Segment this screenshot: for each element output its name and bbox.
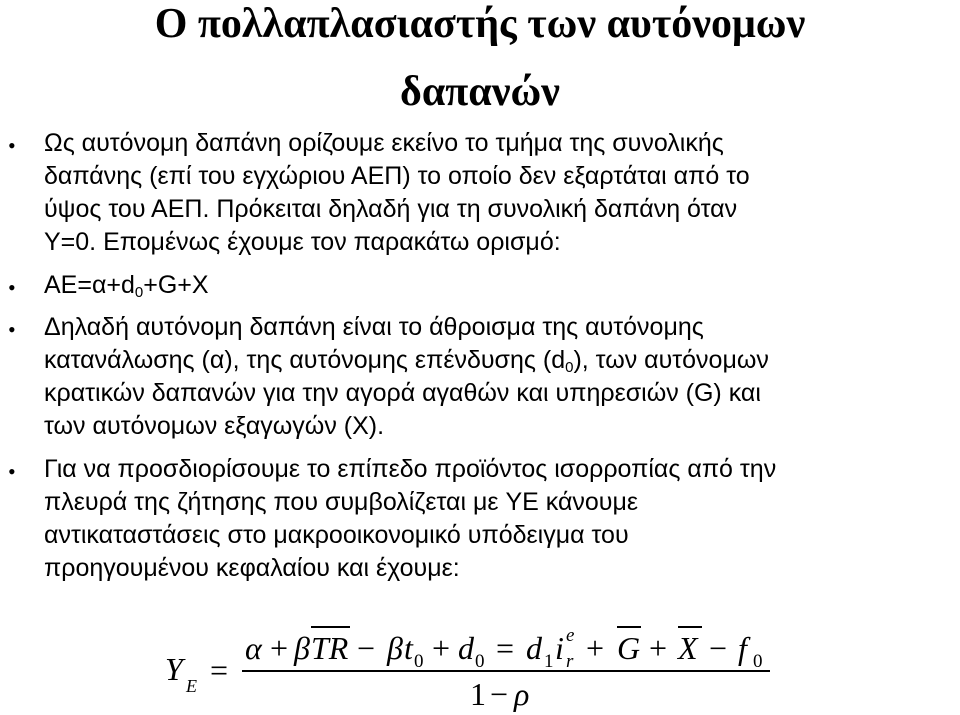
bullet-line: Δηλαδή αυτόνομη δαπάνη είναι το άθροισμα της αυτόνομης [44,313,704,341]
eq-den-one: 1 [470,676,486,712]
eq-sub: 0 [475,651,485,672]
bullet-line [44,344,956,377]
bullet-line: Ως αυτόνομη δαπάνη ορίζουμε εκείνο το τμήμα της συνολικής [44,129,724,157]
eq-plus: + [432,630,451,666]
eq-d1: d [526,630,542,666]
eq-equals: = [210,652,229,688]
bullet-formula [44,269,956,302]
bullet-explanation [44,311,956,443]
eq-x: X [678,630,698,666]
eq-plus: + [649,630,668,666]
bullet-line: δαπάνης (επί του εγχώριου ΑΕΠ) το οποίο δεν εξαρτάται από το [44,162,750,190]
eq-g: G [617,630,641,666]
eq-sub: r [566,651,574,672]
bullet-line: αντικαταστάσεις στο μακροοικονομικό υπόδειγμα του [44,521,629,549]
eq-d: d [458,630,474,666]
bullet-dot-icon: • [8,275,16,300]
eq-alpha: α [245,630,262,666]
text-segment: κατανάλωσης (α), της αυτόνομης επένδυσης (d [44,346,566,374]
eq-den-minus: − [490,676,509,712]
text-segment: ), των αυτόνομων [573,346,769,374]
bullet-line [44,269,956,302]
eq-equals-sign: = [496,630,515,666]
eq-sub: 0 [753,651,763,672]
eq-tr: TR [311,630,349,666]
bullet-line: Για να προσδιορίσουμε το επίπεδο προϊόντος ισορροπίας από την [44,455,777,483]
bullet-definition [44,127,956,259]
eq-sub: 0 [414,651,424,672]
eq-f: f [738,630,747,666]
eq-beta: β [294,630,310,666]
eq-minus: − [357,630,376,666]
eq-lhs-y: Y [165,651,183,687]
slide-title-line2: δαπανών [400,69,560,115]
slide-title-line1: Ο πολλαπλασιαστής των αυτόνομων [154,1,806,47]
eq-i: i [555,630,564,666]
eq-sup: e [566,625,575,646]
text-sub: 0 [565,359,574,376]
eq-den-rho: ρ [514,676,530,712]
eq-sub: 1 [544,651,554,672]
bullet-line: ύψος του ΑΕΠ. Πρόκειται δηλαδή για τη συνολική δαπάνη όταν [44,195,738,223]
bullet-line: των αυτόνομων εξαγωγών (Χ). [44,412,385,440]
bullet-method [44,453,956,585]
bullet-dot-icon: • [8,459,16,484]
eq-plus: + [270,630,289,666]
eq-minus: − [709,630,728,666]
bullet-line: προηγουμένου κεφαλαίου και έχουμε: [44,554,460,582]
formula-post: +G+X [143,271,209,299]
eq-lhs-sub: E [186,676,197,696]
bullet-line: πλευρά της ζήτησης που συμβολίζεται με YE κάνουμε [44,488,639,516]
eq-plus: + [586,630,605,666]
eq-t: t [404,630,413,666]
eq-beta: β [387,630,403,666]
formula-sub: 0 [134,284,144,301]
bullet-line: Y=0. Επομένως έχουμε τον παρακάτω ορισμό: [44,228,561,256]
formula-pre: ΑΕ=α+d [44,271,135,299]
bullet-dot-icon: • [8,317,16,342]
bullet-line: κρατικών δαπανών για την αγορά αγαθών και υπηρεσιών (G) και [44,379,761,407]
bullet-dot-icon: • [8,133,16,158]
